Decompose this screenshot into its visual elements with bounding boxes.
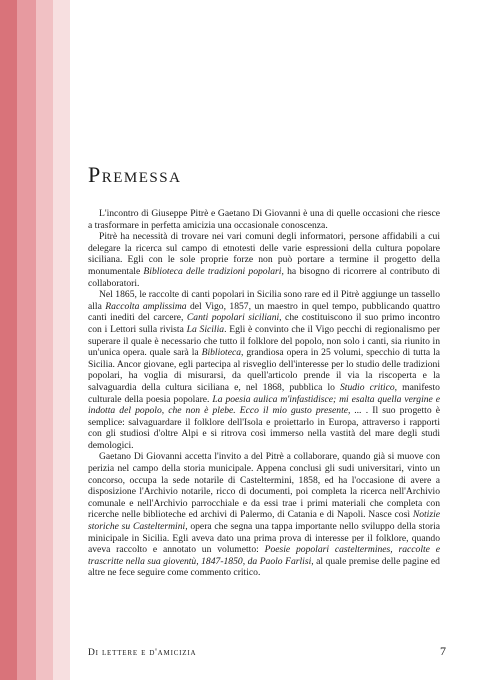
page-title: Premessa [88,162,182,187]
text-run: , al quale premise delle pagine ed altre ne fece seguire come commento critico. [88,555,440,579]
italic-title-run: Poesie popolari casteltermines, raccolte e trascritte nella sua gioventù, 1847-1850, da Paolo Farlisi [88,544,440,567]
italic-title-run: La Sicilia [186,323,225,335]
body-text [88,208,440,579]
text-run: Gaetano Di Giovanni accetta l'invito a del Pitrè a collaborare, quando già si muove con perizia nel campo della storia municipale. Appena conclusi gli sudi universitari, vinto un concorso, occupa la sede notarile di Casteltermini, 1858, ed ha l'occasione di avere a disposizione l'Archivio notarile, ricco di documenti, poi completa la ricerca nell'Archivio comunale e nell'Archivio parrocchiale e da essi trae i primi materiali che completa con ricerche nelle biblioteche ed archivi di Palermo, di Catania e di Napoli. Nasce così [88,451,440,521]
italic-title-run: Biblioteca [201,347,242,359]
italic-title-run: Notizie storiche su Casteltermini [88,509,440,533]
text-run: del Vigo, 1857, un maestro in quel tempo, pubblicando quattro canti inediti del carcere, [88,300,440,324]
paragraph-3 [88,289,440,451]
italic-title-run: La poesia aulica m'infastidisce; mi esalta quella vergine e indotta del popolo, che non è plebe. Ecco il mio gusto presente, ... [88,393,440,417]
text-run: Nel 1865, le raccolte di canti popolari in Sicilia sono rare ed il Pitrè aggiunge un tassello alla [88,289,440,312]
italic-title-run: Canti popolari siciliani [186,312,280,324]
text-run: , grandiosa opera in 25 volumi, specchio di tutta la Sicilia. Ancor giovane, egli partecipa al risveglio dell'interesse per lo studio delle tradizioni popolari, ha voglia di misurarsi, da quell'articolo prende il via la riscoperta e la salvaguardia della cultura siciliana e, nel 1868, pubblica lo [88,347,440,393]
text-run: Pitrè ha necessità di trovare nei vari comuni degli informatori, persone affidabili a cui delegare la ricerca sul campo di etnotesti delle varie espressioni della cultura popolare siciliana. Egli con le sole proprie forze non può portare a termine il progetto della monumentale [88,231,440,277]
text-run: , che costituiscono il suo primo incontro con i Lettori sulla rivista [88,312,440,335]
running-footer-title: Di lettere e d'amicizia [88,648,197,658]
text-run: . Il suo progetto è semplice: salvaguardare il folklore dell'Isola e proiettarlo in Europa, attraverso i rapporti con gli studiosi d'oltre Alpi e si ritrova così immerso nella vastità del mare degli studi demologici. [88,405,440,451]
text-run: , manifesto culturale della poesia popolare. [88,381,440,405]
paragraph-4 [88,451,440,579]
page-number: 7 [440,644,446,658]
decorative-stripe-3 [36,0,53,680]
paragraph-2 [88,231,440,289]
decorative-stripe-4 [53,0,70,680]
decorative-stripe-1 [0,0,17,680]
text-run: , ha bisogno di ricorrere al contributo di collaboratori. [88,265,440,289]
paragraph-1 [88,208,440,231]
italic-title-run: Raccolta amplissima [105,300,187,312]
text-run: . Egli è convinto che il Vigo pecchi di regionalismo per superare il quale è necessario che tutto il folklore del popolo, non solo i canti, sia riunito in un'unica opera. quale sarà la [88,323,441,359]
decorative-stripe-2 [17,0,36,680]
italic-title-run: Studio critico [340,381,395,393]
text-run: , opera che segna una tappa importante nello sviluppo della storia minicipale in Sicilia. Egli aveva dato una prima prova di interesse per il folklore, quando aveva raccolto e annotato un volumetto: [88,521,440,556]
text-run: L'incontro di Giuseppe Pitrè e Gaetano Di Giovanni è una di quelle occasioni che riesce a trasformare in perfetta amicizia una occasionale conoscenza. [88,208,440,231]
italic-title-run: Biblioteca delle tradizioni popolari [143,265,282,277]
